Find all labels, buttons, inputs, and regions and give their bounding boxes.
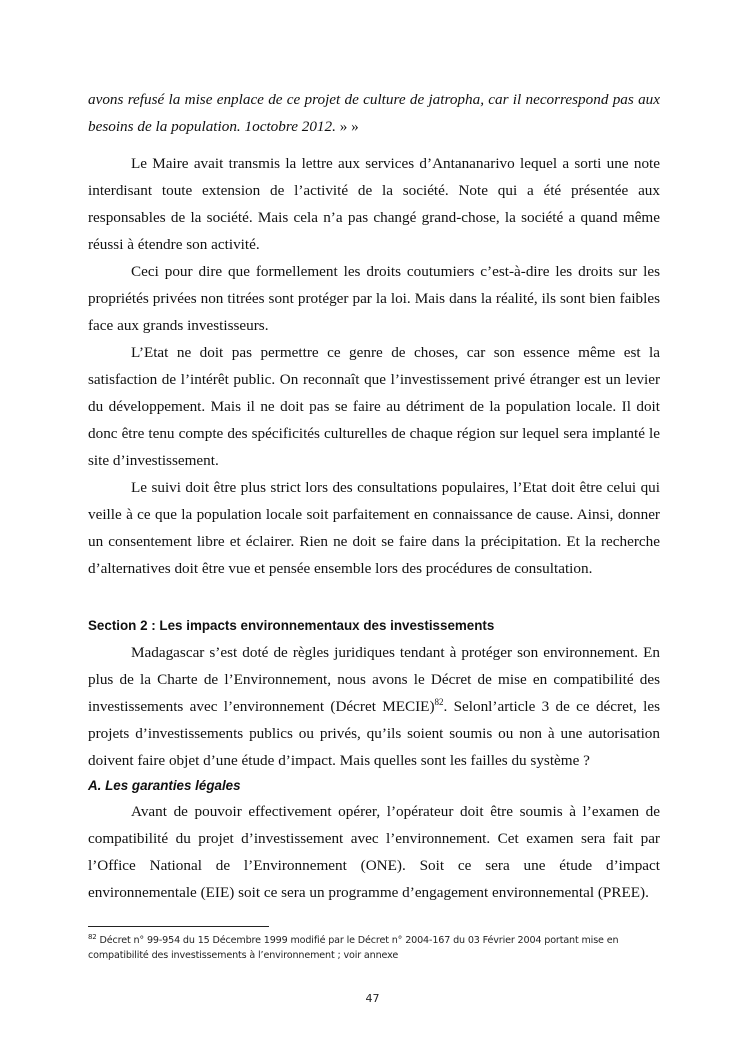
paragraph: L’Etat ne doit pas permettre ce genre de choses, car son essence même est la satisfaction de l’intérêt public. On reconnaît que l’investissement privé étranger est un levier du développement. Mais il ne doit pas se faire au détriment de la population locale. Il doit donc être tenu compte des spécificités culturelles de chaque région sur lequel sera implanté le site d’investissement. xyxy=(88,344,660,469)
spacer xyxy=(88,582,660,612)
section-heading: Section 2 : Les impacts environnementaux des investissements xyxy=(88,618,495,633)
footnote xyxy=(88,933,663,963)
quote-text: avons refusé la mise enplace de ce projet de culture de jatropha, car il necorrespond pas aux besoins de la population. 1octobre 2012. xyxy=(88,91,660,135)
subsection-heading: A. Les garanties légales xyxy=(88,778,241,793)
body-text xyxy=(88,86,660,906)
paragraph: Ceci pour dire que formellement les droits coutumiers c’est-à-dire les droits sur les propriétés privées non titrées sont protéger par la loi. Mais dans la réalité, ils sont bien faibles face aux grands investisseurs. xyxy=(88,263,660,334)
spacer xyxy=(88,140,660,150)
section-intro-text-continued: . Selonl’article 3 de ce décret, les projets d’investissements publics ou privés, qu’ils soient soumis ou non à une autorisation doivent faire objet d’une étude d’impact. Mais quelles sont les failles du système ? xyxy=(88,698,660,769)
paragraph: Le Maire avait transmis la lettre aux services d’Antananarivo lequel a sorti une note interdisant toute extension de l’activité de la société. Note qui a été présentée aux responsables de la société. Mais cela n’a pas changé grand-chose, la société a quand même réussi à étendre son activité. xyxy=(88,155,660,253)
quote-paragraph xyxy=(88,86,660,140)
footnote-text: Décret n° 99-954 du 15 Décembre 1999 modifié par le Décret n° 2004-167 du 03 Février 2004 portant mise en compatibilité des investissements à l’environnement ; voir annexe xyxy=(88,935,619,961)
section-intro-text: Madagascar s’est doté de règles juridiques tendant à protéger son environnement. En plus de la Charte de l’Environnement, nous avons le Décret de mise en compatibilité des investissements avec l’environnement (Décret MECIE) xyxy=(88,644,660,715)
section-intro-paragraph xyxy=(88,639,660,774)
quote-closing: » » xyxy=(335,118,359,135)
footnote-separator xyxy=(88,926,269,927)
paragraph: Le suivi doit être plus strict lors des consultations populaires, l’Etat doit être celui qui veille à ce que la population locale soit parfaitement en connaissance de cause. Ainsi, donner un consentement libre et éclairer. Rien ne doit se faire dans la précipitation. Et la recherche d’alternatives doit être vue et pensée ensemble lors des procédures de consultation. xyxy=(88,479,660,577)
page-number: 47 xyxy=(365,992,380,1005)
footnote-reference[interactable]: 82 xyxy=(434,696,444,707)
subsection-paragraph: Avant de pouvoir effectivement opérer, l’opérateur doit être soumis à l’examen de compatibilité du projet d’investissement avec l’environnement. Cet examen sera fait par l’Office National de l’Environnement (ONE). Soit ce sera une étude d’impact environnementale (EIE) soit ce sera un programme d’engagement environnemental (PREE). xyxy=(88,803,660,901)
footnote-number: 82 xyxy=(88,932,97,941)
